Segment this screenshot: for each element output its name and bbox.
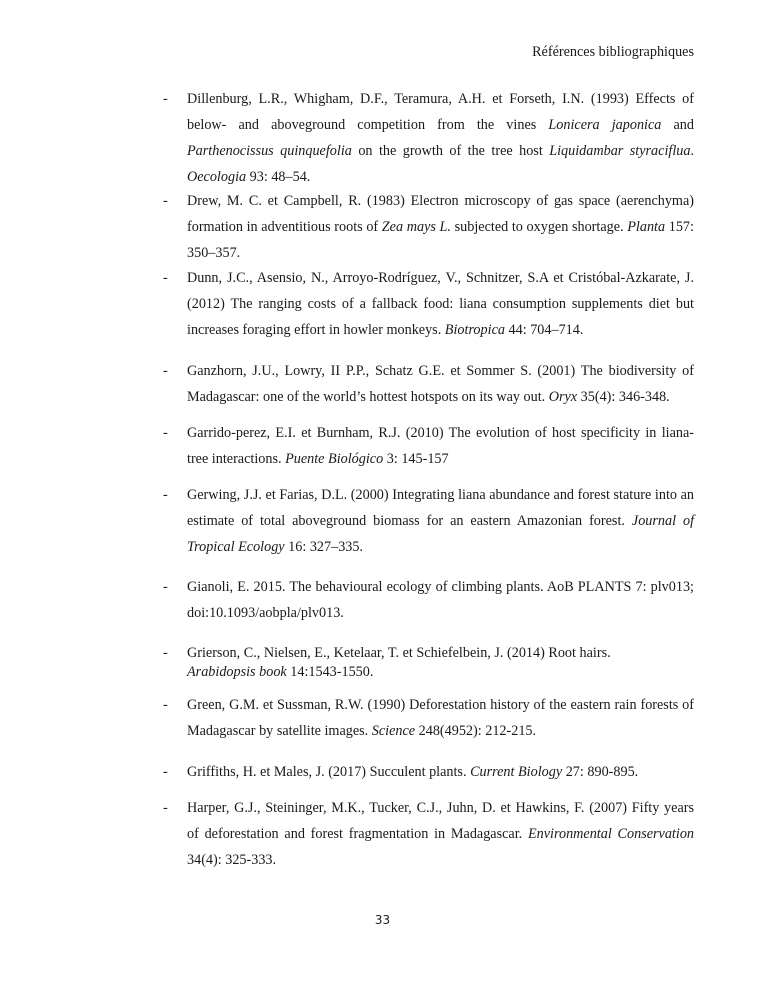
page-header: Références bibliographiques bbox=[532, 44, 694, 60]
reference-drew: - Drew, M. C. et Campbell, R. (1983) Electron microscopy of gas space (aerenchyma) formation in adventitious roots of Zea mays L. subjected to oxygen shortage. Planta 157: 350–357. bbox=[187, 188, 694, 266]
list-bullet: - bbox=[163, 487, 168, 503]
reference-gerwing: - Gerwing, J.J. et Farias, D.L. (2000) Integrating liana abundance and forest stature into an estimate of total aboveground biomass for an eastern Amazonian forest. Journal of Tropical Ecology 16: 327–335. bbox=[187, 482, 694, 560]
list-bullet: - bbox=[163, 645, 168, 661]
reference-grierson: - Grierson, C., Nielsen, E., Ketelaar, T. et Schiefelbein, J. (2014) Root hairs. Arabidopsis book 14:1543-1550. bbox=[163, 645, 611, 680]
list-bullet: - bbox=[163, 91, 168, 107]
list-bullet: - bbox=[163, 193, 168, 209]
page-number: 33 bbox=[374, 913, 391, 927]
list-bullet: - bbox=[163, 270, 168, 286]
reference-green: - Green, G.M. et Sussman, R.W. (1990) Deforestation history of the eastern rain forests of Madagascar by satellite images. Science 248(4952): 212-215. bbox=[187, 692, 694, 744]
reference-garrido: - Garrido-perez, E.I. et Burnham, R.J. (2010) The evolution of host specificity in liana-tree interactions. Puente Biológico 3: 145-157 bbox=[187, 420, 694, 472]
list-bullet: - bbox=[163, 800, 168, 816]
list-bullet: - bbox=[163, 764, 168, 780]
reference-harper: - Harper, G.J., Steininger, M.K., Tucker, C.J., Juhn, D. et Hawkins, F. (2007) Fifty years of deforestation and forest fragmentation in Madagascar. Environmental Conservation 34(4): 325-333. bbox=[187, 795, 694, 873]
list-bullet: - bbox=[163, 697, 168, 713]
list-bullet: - bbox=[163, 579, 168, 595]
reference-griffiths: - Griffiths, H. et Males, J. (2017) Succulent plants. Current Biology 27: 890-895. bbox=[187, 759, 694, 785]
reference-gianoli: - Gianoli, E. 2015. The behavioural ecology of climbing plants. AoB PLANTS 7: plv013; doi:10.1093/aobpla/plv013. bbox=[187, 574, 694, 626]
list-bullet: - bbox=[163, 363, 168, 379]
list-bullet: - bbox=[163, 425, 168, 441]
reference-dillenburg: - Dillenburg, L.R., Whigham, D.F., Teramura, A.H. et Forseth, I.N. (1993) Effects of below- and aboveground competition from the vines Lonicera japonica and Parthenocissus quinquefolia on the growth of the tree host Liquidambar styraciflua. Oecologia 93: 48–54. bbox=[187, 86, 694, 190]
reference-dunn: - Dunn, J.C., Asensio, N., Arroyo-Rodríguez, V., Schnitzer, S.A et Cristóbal-Azkarate, J. (2012) The ranging costs of a fallback food: liana consumption supplements diet but increases foraging effort in howler monkeys. Biotropica 44: 704–714. bbox=[187, 265, 694, 343]
reference-ganzhorn: - Ganzhorn, J.U., Lowry, II P.P., Schatz G.E. et Sommer S. (2001) The biodiversity of Madagascar: one of the world’s hottest hotspots on its way out. Oryx 35(4): 346-348. bbox=[187, 358, 694, 410]
